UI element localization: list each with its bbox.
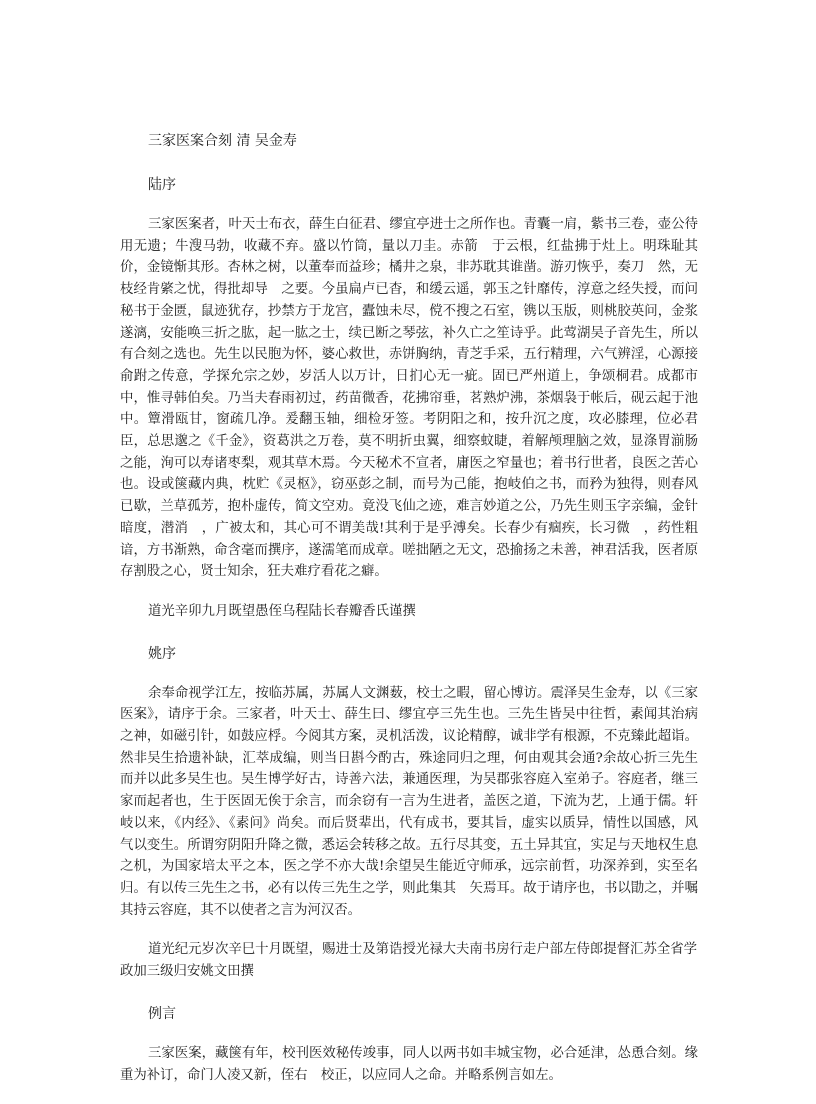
examples-paragraph: 三家医案，藏箧有年，校刊医效秘传竣事，同人以两书如丰城宝物，必合延津，怂恿合刻。缘重为补订，命门人凌又新，侄右 校正，以应同人之命。并略系例言如左。 xyxy=(120,1045,698,1083)
yao-preface-signoff: 道光纪元岁次辛巳十月既望，赐进士及第诰授光禄大夫南书房行走户部左侍郎提督汇苏全省学政加三级归安姚文田撰 xyxy=(120,942,698,980)
document-page xyxy=(120,130,698,1104)
lu-preface-signoff: 道光辛卯九月既望愚侄乌程陆长春瓣香氏谨撰 xyxy=(148,603,416,619)
yao-preface-paragraph: 余奉命视学江左，按临苏属，苏属人文渊薮，校士之暇，留心博访。震泽吴生金寿，以《三家医案》，请序于余。三家者，叶天士、薛生曰、缪宜亭三先生也。三先生皆吴中往哲，素闻其治病之神，如磁引针，如鼓应桴。今阅其方案，灵机活泼，议论精醇，诚非学有根源，不克臻此超诣。然非吴生拾遗补缺，汇萃成编，则当日斟今酌古，殊途同归之理，何由观其会通?余故心折三先生而并以此多吴生也。吴生博学好古，诗善六法，兼通医理，为吴郡张容庭入室弟子。容庭者，继三家而起者也，生于医固无俟于余言，而余窃有一言为生进者，盖医之道，下流为艺，上通于儒。轩岐以来，《内经》、《素问》尚矣。而后贤辈出，代有成书，要其旨，虚实以质异，情性以国感，风气以变生。所谓穷阴阳升降之微，悉运会转移之故。五行尽其变，五土异其宜，实足与天地权生息之机，为国家培太平之本，医之学不亦大哉!余望吴生能近守师承，远宗前哲，功深养到，实至名归。有以传三先生之书，必有以传三先生之学，则此集其 矢焉耳。故于请序也，书以勖之，并嘱其持云容庭，其不以使者之言为河汉否。 xyxy=(120,685,698,918)
section-heading-lu-preface: 陆序 xyxy=(148,177,176,193)
lu-preface-paragraph: 三家医案者，叶天士布衣，薛生白征君、缪宜亭进士之所作也。青囊一肩，紫书三卷，壶公待用无遗；牛溲马勃，收藏不弃。盛以竹筒，量以刀圭。赤箭 于云根，红盐拂于灶上。明珠耻其价，金镜惭其形。杏林之树，以董奉而益珍；橘井之泉，非苏耽其谁凿。游刃恢乎，奏刀 然，无枝经肯綮之忧，得批却导 之要。今虽扁卢已杳，和缓云遥，郭玉之针靡传，淳意之经失授，而问秘书于金匮，鼠迹犹存，抄禁方于龙宫，蠹蚀未尽，傥不搜之石室，镌以玉版，则桃胶英问，金浆遂漓，安能唤三折之肱，起一肱之士，续已断之琴弦，补久亡之笙诗乎。此莺湖吴子音先生，所以有合刻之选也。先生以民胞为怀，婆心救世，赤饼胸纳，青芝手采，五行精理，六气辨淫，心源接俞跗之传意，学探允宗之妙，岁活人以万计，日扪心无一疵。固已严州道上，争颂桐君。成都市中，惟寻韩伯矣。乃当夫春雨初过，药苗微香，花拂帘垂，茗熟炉沸，茶烟袅于帐后，砚云起于池中。簟滑瓯甘，窗疏几净。爰翻玉轴，细检牙签。考阴阳之和，按升沉之度，攻必膝理，位必君臣，总思邈之《千金》，资葛洪之万卷，莫不明折虫翼，细察蚊睫，着解颅理脑之效，显涤胃湔肠之能，洵可以寿诸枣梨，观其草木焉。今天秘术不宣者，庸医之窄量也；着书行世者，良医之苦心也。设或箧藏内典，枕贮《灵枢》，窃巫彭之制，而号为己能，抱岐伯之书，而矜为独得，则春风已歇，兰草孤芳，抱朴虚传，简文空劝。竟没飞仙之迹，难言妙道之公，乃先生则玉字亲编，金针暗度，潜消 ，广被太和，其心可不谓美哉!其利于是乎溥矣。长春少有痼疾，长习微 ，药性粗谙，方书渐熟，命含毫而撰序，遂濡笔而成章。嗟拙陋之无文，恐揄扬之未善，神君活我，医者原存割股之心，贤士知余，狂夫难疗看花之癖。 xyxy=(120,217,698,580)
section-heading-examples: 例言 xyxy=(148,1005,176,1022)
document-title: 三家医案合刻 清 吴金寿 xyxy=(148,133,297,149)
section-heading-yao-preface: 姚序 xyxy=(148,645,176,662)
